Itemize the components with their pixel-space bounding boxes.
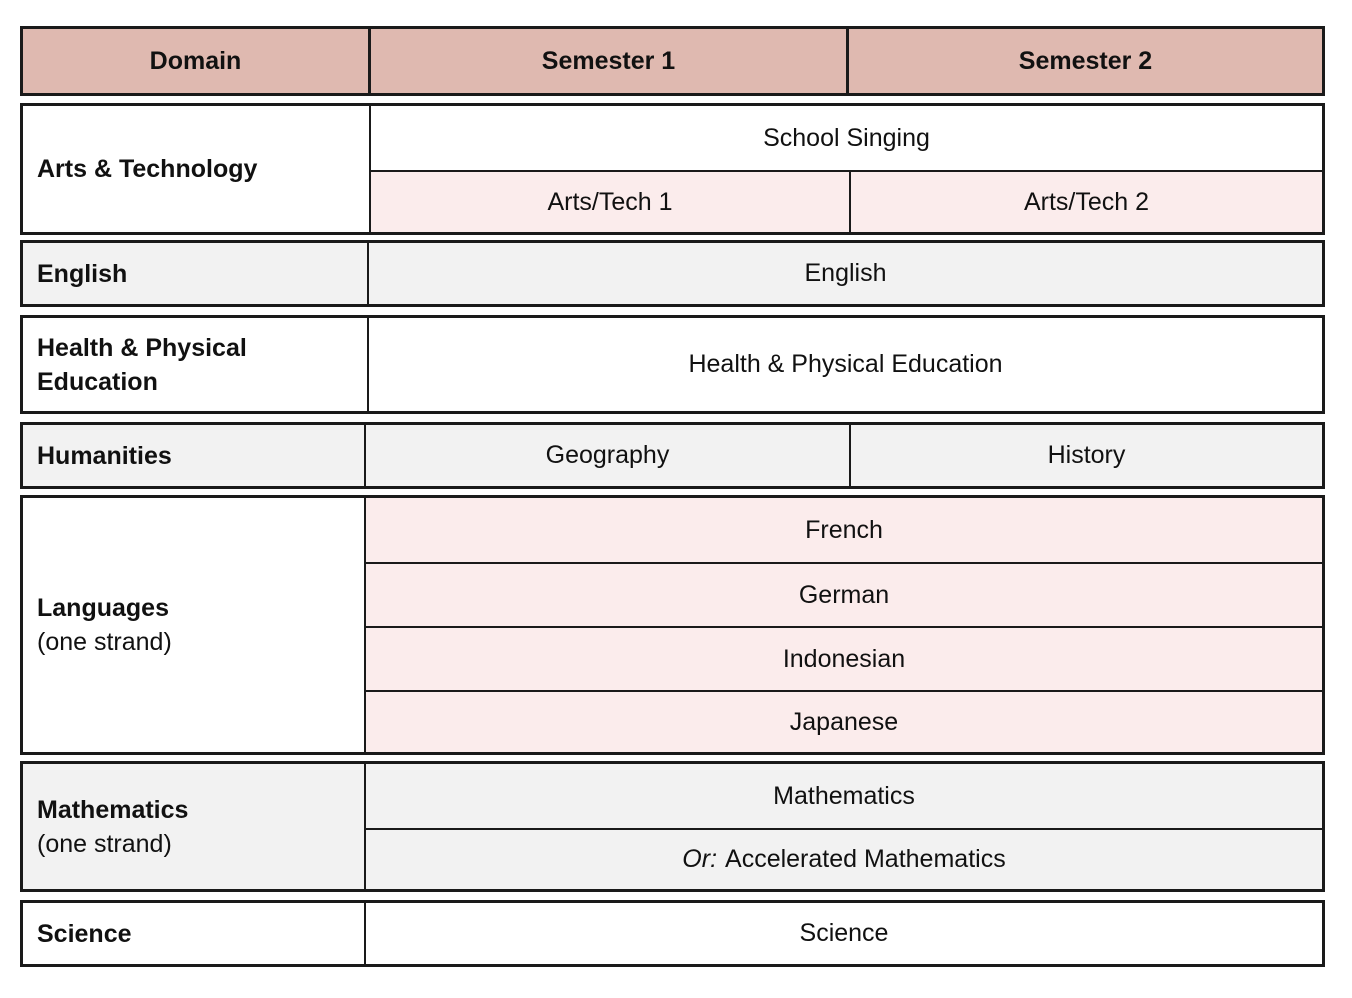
domain-note: (one strand)	[37, 829, 172, 858]
domain-label: Languages	[37, 594, 169, 622]
science-block	[20, 900, 1325, 967]
humanities-block	[20, 422, 1325, 489]
mathematics-cell: Mathematics	[366, 764, 1322, 828]
header-domain: Domain	[23, 29, 371, 93]
language-japanese: Japanese	[366, 690, 1322, 752]
or-prefix: Or:	[682, 845, 718, 873]
domain-label-line-2: Education	[37, 367, 158, 396]
science-cell: Science	[366, 903, 1322, 964]
english-block	[20, 240, 1325, 307]
header-semester-1: Semester 1	[371, 29, 849, 93]
health-pe-block	[20, 315, 1325, 414]
accelerated-mathematics-label: Accelerated Mathematics	[725, 845, 1006, 873]
history-cell: History	[849, 425, 1322, 486]
domain-languages	[23, 498, 366, 752]
language-french: French	[366, 498, 1322, 562]
language-german: German	[366, 562, 1322, 626]
domain-health-pe	[23, 318, 369, 411]
domain-humanities	[23, 425, 366, 486]
domain-label: Arts & Technology	[37, 155, 258, 183]
domain-note: (one strand)	[37, 628, 172, 656]
domain-science	[23, 903, 366, 964]
school-singing-cell: School Singing	[371, 106, 1322, 170]
language-indonesian: Indonesian	[366, 626, 1322, 690]
domain-mathematics	[23, 764, 366, 889]
domain-english	[23, 243, 369, 304]
arts-tech-2-cell: Arts/Tech 2	[849, 170, 1322, 232]
domain-label: English	[37, 259, 128, 288]
header-semester-2: Semester 2	[1018, 46, 1153, 75]
health-pe-cell: Health & Physical Education	[369, 318, 1322, 411]
languages-block	[20, 495, 1325, 755]
domain-arts-technology	[23, 106, 371, 232]
domain-label: Humanities	[37, 441, 172, 470]
domain-label: Science	[37, 919, 132, 948]
english-cell: English	[369, 243, 1322, 304]
header-table	[20, 26, 1325, 96]
arts-tech-1-cell: Arts/Tech 1	[371, 170, 849, 232]
domain-label-line-1: Health & Physical	[37, 333, 247, 362]
domain-label: Mathematics	[37, 795, 189, 824]
mathematics-block	[20, 761, 1325, 892]
accelerated-mathematics-cell	[366, 828, 1322, 889]
arts-technology-block	[20, 103, 1325, 235]
geography-cell: Geography	[366, 425, 849, 486]
